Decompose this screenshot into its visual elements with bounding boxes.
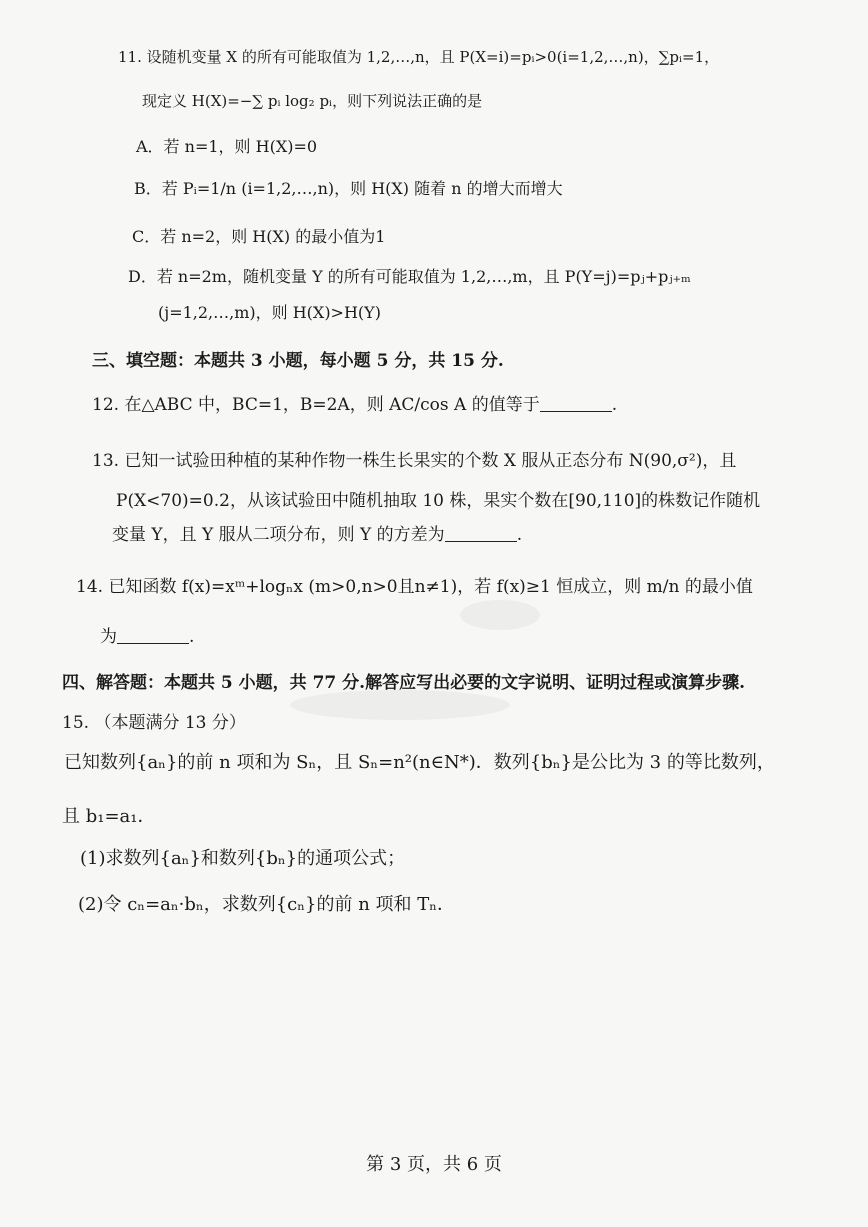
q12-line: 12. 在△ABC 中，BC=1，B=2A，则 AC/cos A 的值等于 . (92, 395, 618, 415)
q12-text: 12. 在△ABC 中，BC=1，B=2A，则 AC/cos A 的值等于 (92, 395, 540, 415)
q13-line1: 13. 已知一试验田种植的某种作物一株生长果实的个数 X 服从正态分布 N(90,σ²)，且 (92, 451, 737, 471)
q13-line2: P(X<70)=0.2，从该试验田中随机抽取 10 株，果实个数在[90,110]的株数记作随机 (116, 491, 761, 511)
q13-line3-text: 变量 Y，且 Y 服从二项分布，则 Y 的方差为 (112, 525, 445, 545)
section-3-heading: 三、填空题：本题共 3 小题，每小题 5 分，共 15 分. (92, 351, 504, 371)
q11-option-b: B．若 Pᵢ=1/n (i=1,2,…,n)，则 H(X) 随着 n 的增大而增大 (134, 179, 563, 198)
q12-answer-blank (540, 395, 612, 412)
q11-stem-line2: 现定义 H(X)=−∑ pᵢ log₂ pᵢ，则下列说法正确的是 (142, 92, 483, 110)
q15-stem-line2: 且 b₁=a₁． (62, 806, 156, 827)
q11-option-c: C．若 n=2，则 H(X) 的最小值为1 (132, 227, 386, 246)
q13-line3: 变量 Y，且 Y 服从二项分布，则 Y 的方差为 . (112, 525, 523, 545)
q15-part-2: (2)令 cₙ=aₙ·bₙ，求数列{cₙ}的前 n 项和 Tₙ． (78, 894, 456, 915)
q11-option-d-line1: D．若 n=2m，随机变量 Y 的所有可能取值为 1,2,…,m，且 P(Y=j)=pⱼ+pⱼ₊ₘ (128, 267, 691, 286)
q15-stem-line1: 已知数列{aₙ}的前 n 项和为 Sₙ，且 Sₙ=n²(n∈N*)．数列{bₙ}是公比为 3 的等比数列， (64, 752, 775, 773)
section-4-heading: 四、解答题：本题共 5 小题，共 77 分.解答应写出必要的文字说明、证明过程或演算步骤. (62, 673, 745, 693)
q14-line1: 14. 已知函数 f(x)=xᵐ+logₙx (m>0,n>0且n≠1)，若 f(x)≥1 恒成立，则 m/n 的最小值 (76, 577, 753, 597)
page-footer: 第 3 页，共 6 页 (366, 1154, 502, 1175)
q14-line2: 为 . (100, 627, 195, 647)
q11-option-d-line2: (j=1,2,…,m)，则 H(X)>H(Y) (158, 303, 381, 322)
q13-answer-blank (445, 525, 517, 542)
q11-stem-line1: 11. 设随机变量 X 的所有可能取值为 1,2,…,n，且 P(X=i)=pᵢ>0(i=1,2,…,n)，∑pᵢ=1， (118, 48, 720, 66)
q11-option-a: A．若 n=1，则 H(X)=0 (136, 137, 318, 156)
q14-answer-blank (117, 627, 189, 644)
q14-line2-text: 为 (100, 627, 117, 647)
q15-header: 15. （本题满分 13 分） (62, 713, 246, 733)
scan-smudge (290, 690, 510, 720)
scan-smudge (460, 600, 540, 630)
q15-part-1: (1)求数列{aₙ}和数列{bₙ}的通项公式； (80, 848, 406, 869)
